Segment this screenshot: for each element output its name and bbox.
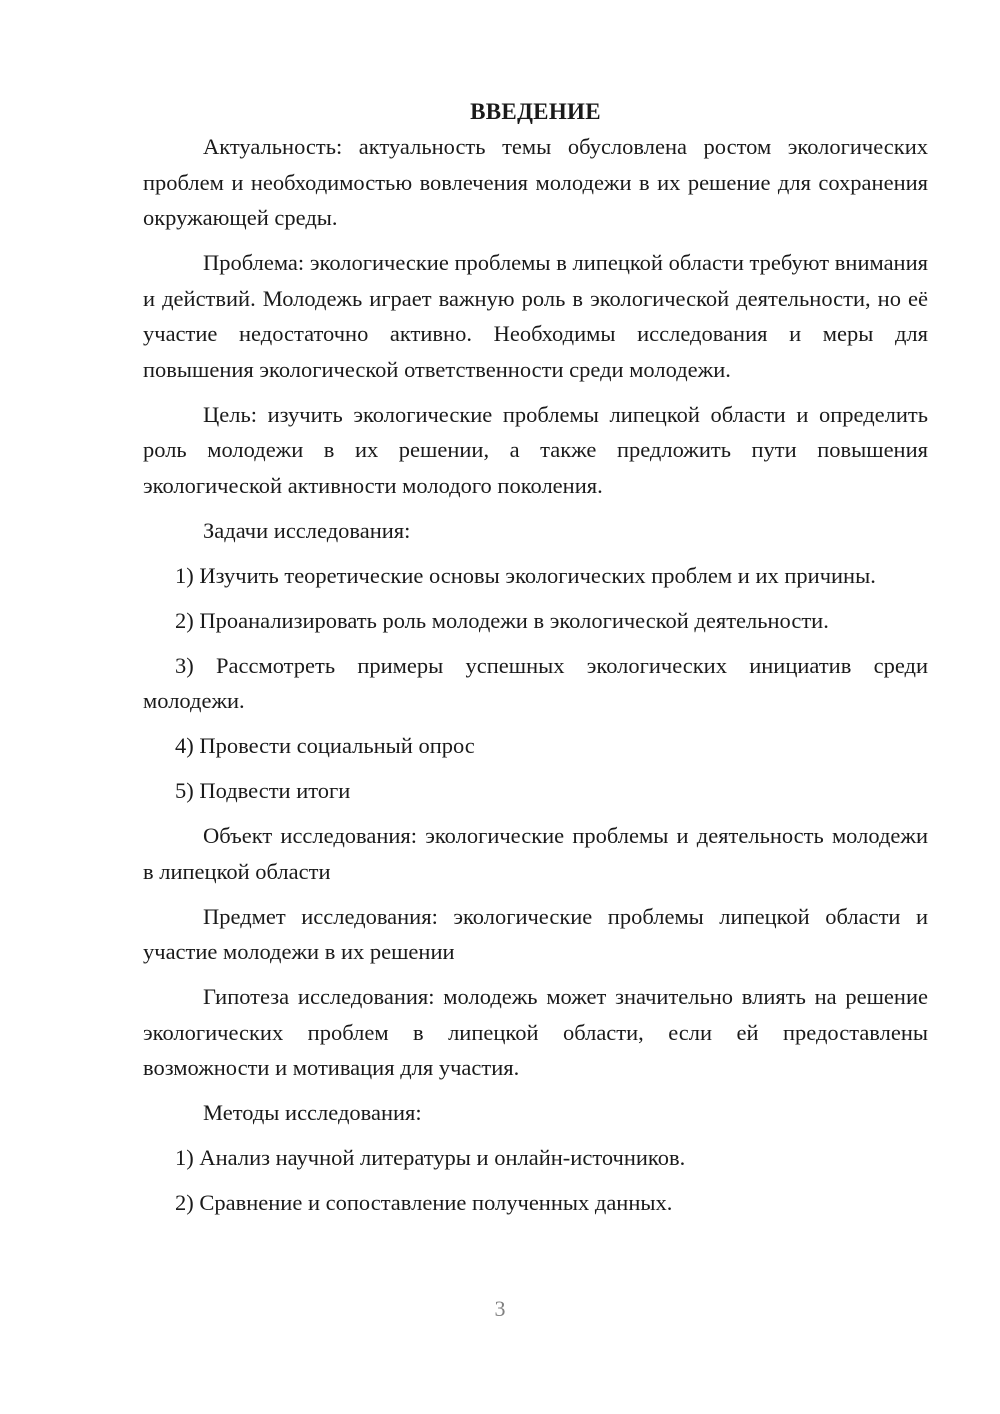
list-item-task-2: 2) Проанализировать роль молодежи в экологической деятельности. [175,607,829,633]
document-page [143,94,928,1221]
paragraph-subject: Предмет исследования: экологические проблемы липецкой области и участие молодежи в их решении [143,903,928,964]
paragraph-problem: Проблема: экологические проблемы в липецкой области требуют внимания и действий. Молодежь играет важную роль в экологической деятельности, но её участие недостаточно активно. Необходимы исследования и меры для повышения экологической ответственности среди молодежи. [143,250,928,382]
paragraph-hypothesis: Гипотеза исследования: молодежь может значительно влиять на решение экологических проблем в липецкой области, если ей предоставлены возможности и мотивация для участия. [143,984,928,1080]
list-item-task-3: 3) Рассмотреть примеры успешных экологических инициатив среди молодежи. [143,652,928,713]
paragraph-methods-heading: Методы исследования: [203,1100,422,1125]
list-item-method-1: 1) Анализ научной литературы и онлайн-источников. [175,1145,686,1170]
page-number: 3 [494,1296,506,1321]
list-item-task-4: 4) Провести социальный опрос [175,733,475,758]
page-title: ВВЕДЕНИЕ [470,99,601,124]
paragraph-relevance: Актуальность: актуальность темы обусловлена ростом экологических проблем и необходимостью вовлечения молодежи в их решение для сохранения окружающей среды. [143,134,928,230]
list-item-task-1: 1) Изучить теоретические основы экологических проблем и их причины. [175,562,876,588]
list-item-task-5: 5) Подвести итоги [175,778,351,803]
list-item-method-2: 2) Сравнение и сопоставление полученных данных. [175,1190,673,1215]
paragraph-goal: Цель: изучить экологические проблемы липецкой области и определить роль молодежи в их решении, а также предложить пути повышения экологической активности молодого поколения. [143,401,928,498]
paragraph-tasks-heading: Задачи исследования: [203,517,411,543]
paragraph-object: Объект исследования: экологические проблемы и деятельность молодежи в липецкой области [143,823,928,884]
